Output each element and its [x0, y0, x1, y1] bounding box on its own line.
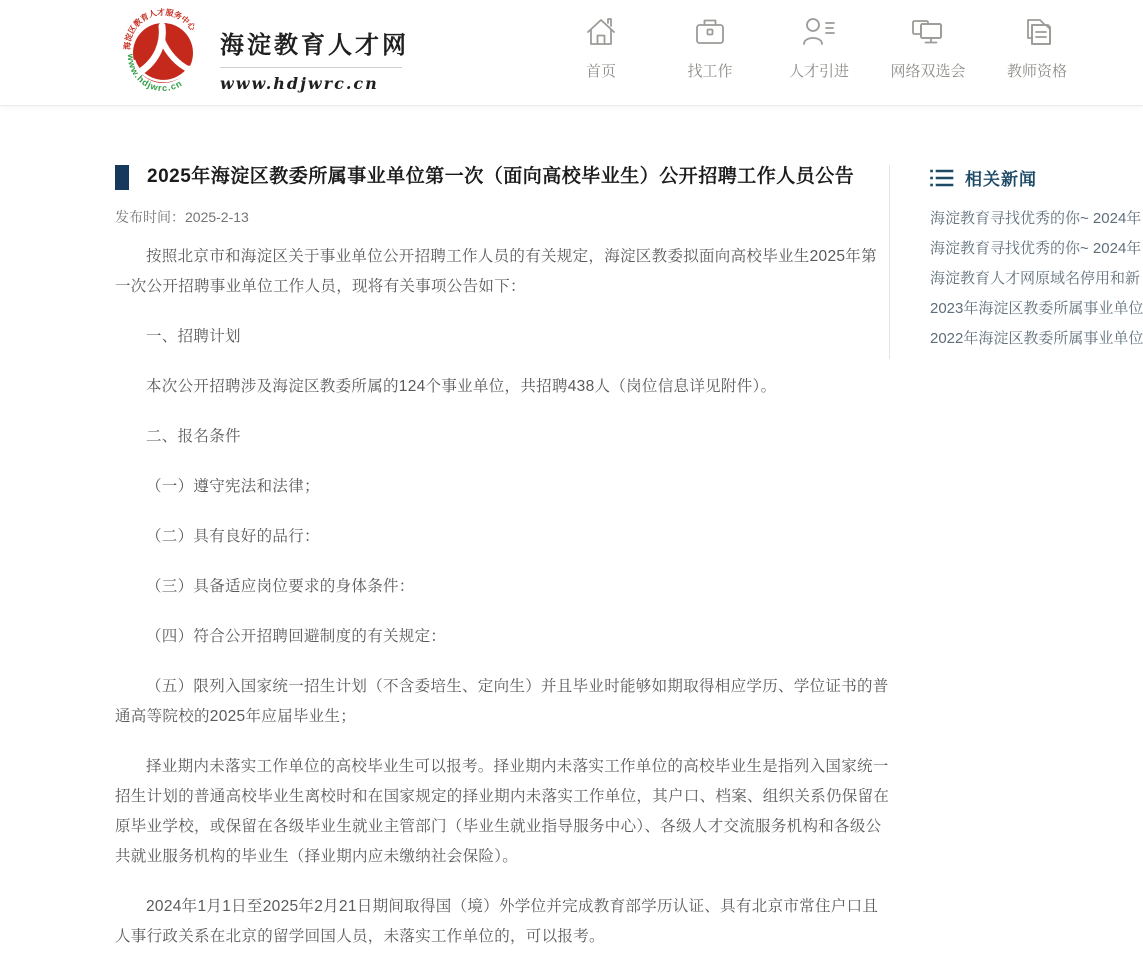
site-logo[interactable]	[118, 8, 409, 98]
nav-item-home[interactable]	[561, 13, 641, 81]
nav-label: 首页	[585, 63, 616, 80]
main-nav	[561, 13, 1077, 81]
svg-text:www.hdjwrc.cn: www.hdjwrc.cn	[125, 53, 185, 94]
condition-item: （五）限列入国家统一招生计划（不含委培生、定向生）并且毕业时能够如期取得相应学历、学位证书的普通高等院校的2025年应届毕业生；	[115, 678, 889, 725]
condition-item: （三）具备适应岗位要求的身体条件：	[146, 578, 415, 595]
nav-label: 教师资格	[1006, 63, 1067, 80]
nav-label: 网络双选会	[890, 63, 966, 80]
related-news-sidebar	[889, 163, 1143, 359]
paragraph: 按照北京市和海淀区关于事业单位公开招聘工作人员的有关规定，海淀区教委拟面向高校毕业生2025年第一次公开招聘事业单位工作人员，现将有关事项公告如下：	[115, 248, 877, 295]
paragraph: 本次公开招聘涉及海淀区教委所属的124个事业单位，共招聘438人（岗位信息详见附件）。	[146, 378, 777, 395]
home-icon	[582, 13, 620, 51]
site-name: 海淀教育人才网	[220, 30, 409, 59]
title-marker	[115, 165, 129, 190]
page-title: 2025年海淀区教委所属事业单位第一次（面向高校毕业生）公开招聘工作人员公告	[147, 166, 855, 187]
nav-item-talent[interactable]	[779, 13, 859, 81]
site-text	[220, 13, 409, 93]
site-header	[0, 0, 1143, 106]
title-row	[115, 164, 891, 190]
section-heading-conditions: 二、报名条件	[146, 428, 241, 445]
news-link[interactable]: 2022年海淀区教委所属事业单位	[930, 330, 1143, 347]
section-heading-recruit-plan: 一、招聘计划	[146, 328, 241, 345]
publish-date: 发布时间：2025-2-13	[115, 209, 249, 225]
documents-icon	[1018, 13, 1056, 51]
condition-item: （一）遵守宪法和法律；	[146, 478, 320, 495]
related-news-header	[930, 165, 1143, 190]
related-news-title: 相关新闻	[965, 170, 1037, 189]
list-icon	[930, 167, 954, 189]
nav-item-jobs[interactable]	[670, 13, 750, 81]
news-link[interactable]: 海淀教育寻找优秀的你~ 2024年	[930, 240, 1142, 257]
nav-item-teacher-cert[interactable]	[997, 13, 1077, 81]
news-link[interactable]: 2023年海淀区教委所属事业单位	[930, 300, 1143, 317]
logo-badge-icon	[118, 8, 208, 98]
nav-label: 找工作	[687, 63, 733, 80]
condition-item: （四）符合公开招聘回避制度的有关规定：	[146, 628, 447, 645]
related-news-list	[930, 209, 1143, 348]
condition-item: （二）具有良好的品行：	[146, 528, 320, 545]
article-body	[115, 242, 891, 952]
news-link[interactable]: 海淀教育人才网原域名停用和新	[930, 270, 1141, 287]
paragraph: 2024年1月1日至2025年2月21日期间取得国（境）外学位并完成教育部学历认证、具有北京市常住户口且人事行政关系在北京的留学回国人员，未落实工作单位的，可以报考。	[115, 898, 879, 945]
paragraph: 择业期内未落实工作单位的高校毕业生可以报考。择业期内未落实工作单位的高校毕业生是指列入国家统一招生计划的普通高校毕业生离校时和在国家规定的择业期内未落实工作单位，其户口、档案、组织关系仍保留在原毕业学校，或保留在各级毕业生就业主管部门（毕业生就业指导服务中心）、各级人才交流服务机构和各级公共就业服务机构的毕业生（择业期内应未缴纳社会保险）。	[115, 758, 890, 865]
svg-text:海淀区教育人才服务中心: 海淀区教育人才服务中心	[122, 8, 198, 51]
logo-divider	[220, 67, 402, 68]
briefcase-icon	[691, 13, 729, 51]
person-list-icon	[800, 13, 838, 51]
monitors-icon	[909, 13, 947, 51]
site-url: www.hdjwrc.cn	[220, 74, 379, 93]
news-link[interactable]: 海淀教育寻找优秀的你~ 2024年	[930, 210, 1142, 227]
announcement-article	[115, 164, 891, 970]
nav-item-fair[interactable]	[888, 13, 968, 81]
nav-label: 人才引进	[788, 63, 849, 80]
